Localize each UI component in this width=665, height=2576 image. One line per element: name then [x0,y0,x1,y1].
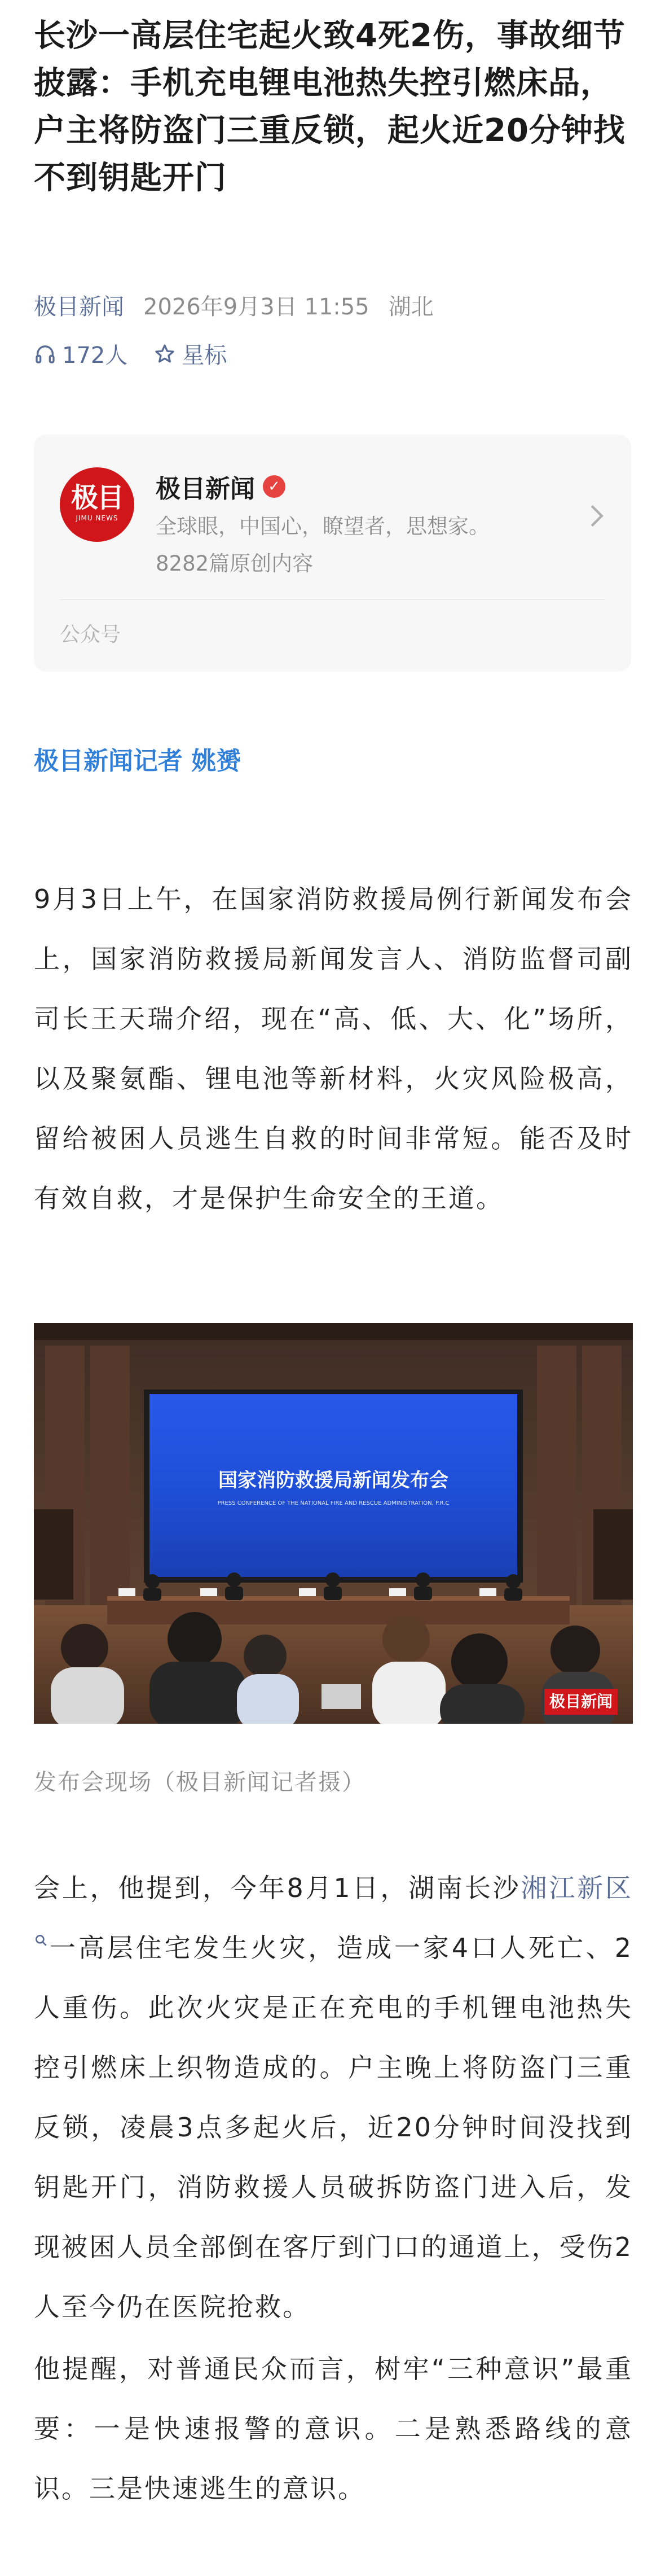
account-type: 公众号 [60,623,121,646]
source-link[interactable]: 极目新闻 [34,294,124,320]
link-text: 湘江新区 [521,1873,633,1903]
account-description: 全球眼，中国心，瞭望者，思想家。 [156,514,490,538]
photo-illustration [34,1323,633,1724]
screen-title: 国家消防救援局新闻发布会 [218,1469,448,1492]
screen-subtitle: PRESS CONFERENCE OF THE NATIONAL FIRE AND RESCUE ADMINISTRATION, P.R.C [217,1500,450,1506]
article-meta [34,289,434,321]
logo-subtext: JIMU NEWS [76,514,118,522]
account-card[interactable] [34,435,631,672]
account-name-row [156,468,285,505]
verified-icon: ✓ [263,475,285,498]
headphones-icon [34,343,56,365]
star-button[interactable] [153,338,227,370]
photo-caption: 发布会现场（极目新闻记者摄） [34,1769,365,1795]
listener-count: 172人 [62,343,128,369]
paragraph-1: 9月3日上午，在国家消防救援局例行新闻发布会上，国家消防救援局新闻发言人、消防监督司副司长王天瑞介绍，现在“高、低、大、化”场所，以及聚氨酯、锂电池等新材料，火灾风险极高，留给被困人员逃生自救的时间非常短。能否及时有效自救，才是保护生命安全的王道。 [34,884,633,1213]
logo-text: 极目 [71,482,123,514]
publish-date: 2026年9月3日 11:55 [143,294,369,320]
article-title: 长沙一高层住宅起火致4死2伤，事故细节披露：手机充电锂电池热失控引燃床品，户主将防盗门三重反锁，起火近20分钟找不到钥匙开门 [34,17,626,196]
card-divider [60,599,605,600]
reporter-byline: 极目新闻记者 姚赟 [34,747,241,776]
press-conference-photo [34,1323,633,1724]
publish-region: 湖北 [388,294,434,320]
star-label: 星标 [182,343,227,369]
paragraph-2 [34,1858,633,2337]
paragraph-3: 他提醒，对普通民众而言，树牢“三种意识”最重要：一是快速报警的意识。二是熟悉路线的意识。三是快速逃生的意识。 [34,2354,633,2504]
account-article-count: 8282篇原创内容 [156,551,314,576]
paragraph-2-text-b: 一高层住宅发生火灾，造成一家4口人死亡、2人重伤。此次火灾是正在充电的手机锂电池热失控引燃床上织物造成的。户主晚上将防盗门三重反锁，凌晨3点多起火后，近20分钟时间没找到钥匙开门，消防救援人员破拆防盗门进入后，发现被困人员全部倒在客厅到门口的通道上，受伤2人至今仍在医院抢救。 [34,1933,633,2322]
paragraph-2-text-a: 会上，他提到，今年8月1日，湖南长沙 [34,1873,521,1903]
star-icon [153,343,176,365]
account-name: 极目新闻 [156,475,255,503]
photo-watermark: 极目新闻 [549,1692,613,1711]
chevron-right-icon [588,503,605,528]
account-logo [60,467,134,542]
article-stats [34,338,253,370]
search-link-icon [34,1933,49,1948]
listen-button[interactable] [34,338,127,370]
